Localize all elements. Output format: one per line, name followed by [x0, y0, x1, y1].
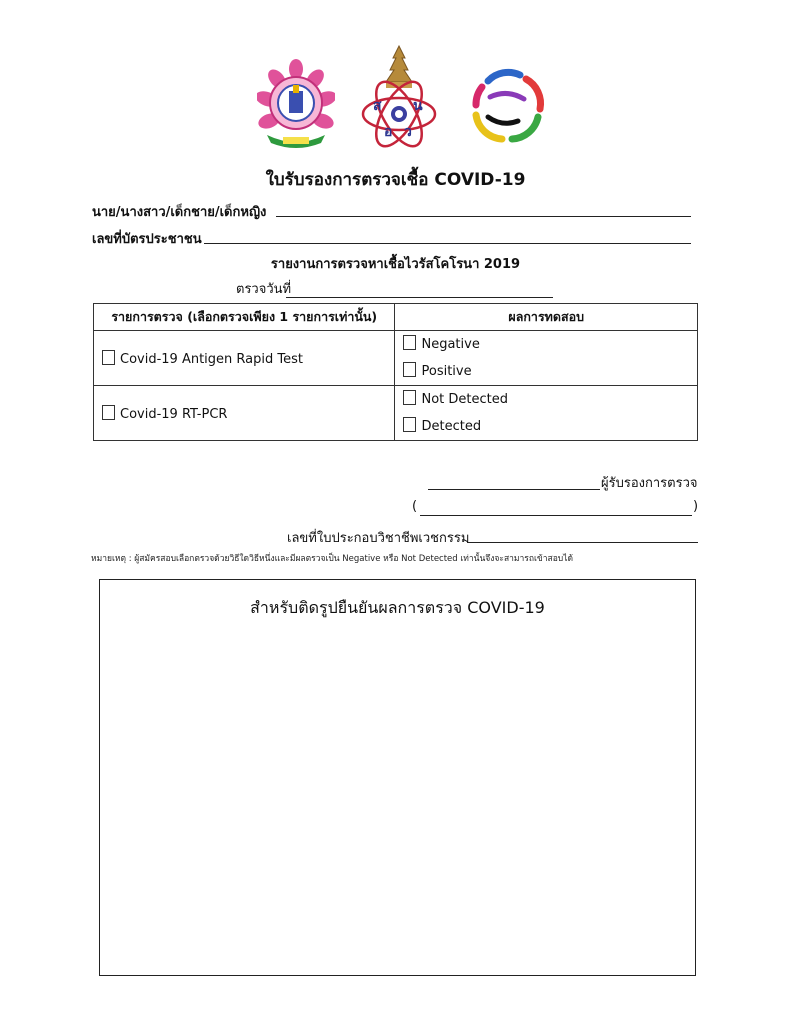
test-name: Covid-19 RT-PCR [120, 406, 228, 422]
royal-science-emblem-logo [358, 44, 440, 148]
svg-text:น: น [413, 98, 423, 114]
footnote: หมายเหตุ : ผู้สมัครสอบเลือกตรวจด้วยวิธีใดวิธีหนึ่งและมีผลตรวจเป็น Negative หรือ Not Detected เท่านั้นจึงจะสามารถเข้าสอบได้ [91, 554, 573, 564]
antigen-test-checkbox[interactable] [102, 350, 115, 365]
test-date-label: ตรวจวันที่ [236, 282, 292, 297]
test-name: Covid-19 Antigen Rapid Test [120, 351, 303, 367]
result-option-label: Detected [421, 419, 482, 434]
id-card-field[interactable] [204, 243, 691, 244]
table-header-row [94, 304, 698, 331]
certifier-signature-line[interactable] [428, 489, 600, 490]
result-column-header: ผลการทดสอบ [395, 304, 698, 331]
colorful-rings-logo [468, 67, 546, 145]
svg-text:ส: ส [373, 98, 382, 114]
license-number-label: เลขที่ใบประกอบวิชาชีพเวชกรรม [287, 531, 470, 546]
result-cell [395, 331, 698, 386]
certifier-label: ผู้รับรองการตรวจ [601, 476, 698, 491]
certifier-name-field[interactable] [420, 515, 692, 516]
paren-open: ( [412, 499, 418, 514]
test-cell [94, 386, 395, 441]
photo-attachment-box[interactable] [99, 579, 696, 976]
svg-text:อ: อ [384, 124, 393, 140]
negative-checkbox[interactable] [403, 335, 416, 350]
result-option-label: Positive [421, 364, 472, 379]
test-date-field[interactable] [286, 297, 553, 298]
table-row [94, 386, 698, 441]
detected-checkbox[interactable] [403, 417, 416, 432]
rt-pcr-checkbox[interactable] [102, 405, 115, 420]
svg-text:ว: ว [404, 124, 412, 140]
positive-checkbox[interactable] [403, 362, 416, 377]
table-row [94, 331, 698, 386]
result-option-label: Not Detected [421, 392, 508, 407]
result-cell [395, 386, 698, 441]
photo-box-title: สำหรับติดรูปยืนยันผลการตรวจ COVID-19 [250, 598, 545, 617]
report-subtitle: รายงานการตรวจหาเชื้อไวรัสโคโรนา 2019 [270, 257, 521, 272]
result-option-label: Negative [421, 337, 480, 352]
name-label: นาย/นางสาว/เด็กชาย/เด็กหญิง [92, 205, 267, 220]
test-column-header: รายการตรวจ (เลือกตรวจเพียง 1 รายการเท่านั้น) [94, 304, 395, 331]
school-crest-logo [257, 57, 335, 149]
license-number-field[interactable] [467, 542, 698, 543]
paren-close: ) [693, 499, 699, 514]
results-table [93, 303, 698, 441]
name-field[interactable] [276, 216, 691, 217]
document-title: ใบรับรองการตรวจเชื้อ COVID-19 [265, 170, 526, 190]
id-card-label: เลขที่บัตรประชาชน [92, 232, 202, 247]
test-cell [94, 331, 395, 386]
not-detected-checkbox[interactable] [403, 390, 416, 405]
